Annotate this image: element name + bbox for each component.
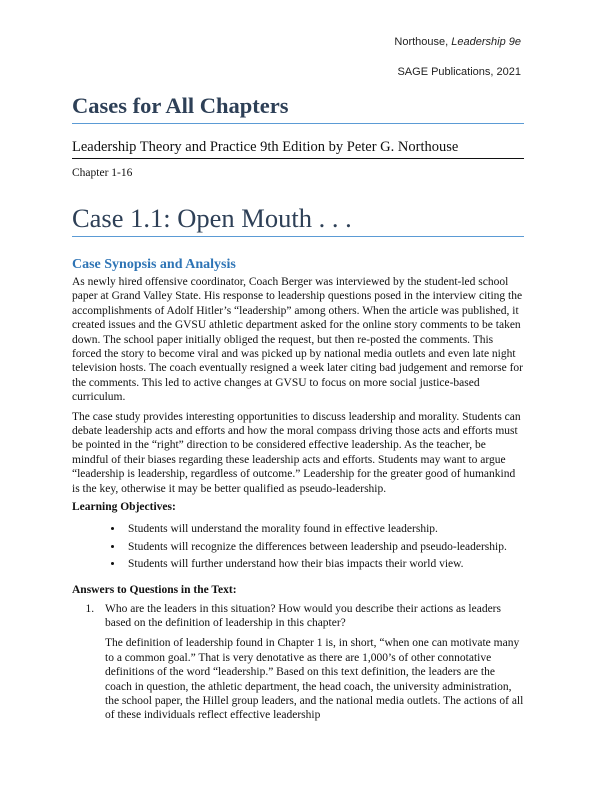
running-header-publisher: SAGE Publications, 2021: [397, 66, 521, 78]
synopsis-paragraph-1: As newly hired offensive coordinator, Coach Berger was interviewed by the student-led school paper at Grand Valley State. His response to leadership questions posed in the interview citing the accomplishments of Adolf Hitler’s “leadership” among others. When the article was published, it created issues and the GVSU athletic department asked for the online story comments to be taken down. The school paper initially obliged the request, but then re-posted the comments. This forced the story to become viral and was picked up by national media outlets and even late night television hosts. The coach eventually resigned a week later citing bad judgement and remorse for the comments. This led to active changes at GVSU to focus on more social justice-based curriculum.: [72, 276, 524, 404]
questions-list: [72, 602, 524, 723]
document-title: Cases for All Chapters: [72, 92, 524, 124]
answer-text: The definition of leadership found in Chapter 1 is, in short, “when one can motivate many to a common goal.” That is very denotative as there are 1,000’s of other connotative definitions of the word “leadership.” Based on this text definition, the leaders are the coach in question, the athletic department, the head coach, the university administration, the school paper, the Hillel group leaders, and the national media outlets. The actions of all of these individuals reflect effective leadership: [105, 637, 524, 722]
objectives-heading: Learning Objectives:: [72, 501, 176, 514]
question-item: [97, 602, 524, 723]
objectives-list: [72, 521, 524, 574]
question-text: 1. Who are the leaders in this situation? How would you describe their actions as leaders based on the definition of leadership in this chapter?: [105, 602, 501, 629]
objective-item: • Students will recognize the differences between leadership and pseudo-leadership.: [124, 539, 524, 557]
chapter-range: Chapter 1-16: [72, 167, 133, 179]
header-book-title: Leadership 9e: [451, 36, 521, 48]
objective-item: • Students will understand the morality found in effective leadership.: [124, 521, 524, 539]
document-subtitle: Leadership Theory and Practice 9th Edition by Peter G. Northouse: [72, 138, 524, 159]
case-title: Case 1.1: Open Mouth . . .: [72, 201, 524, 237]
running-header-citation: [394, 36, 521, 48]
objective-item: • Students will further understand how their bias impacts their world view.: [124, 556, 524, 574]
synopsis-heading: Case Synopsis and Analysis: [72, 257, 236, 272]
answers-heading: Answers to Questions in the Text:: [72, 583, 237, 596]
synopsis-paragraph-2: The case study provides interesting opportunities to discuss leadership and morality. Students can debate leadership acts and efforts and how the moral compass driving those acts and efforts must be pointed in the “right” direction to be considered effective leadership. As the teacher, be mindful of their biases regarding these leadership acts and efforts. Students may want to argue “leadership is leadership, regardless of outcome.” Leadership for the greater good of humankind is the key, otherwise it may be better qualified as pseudo-leadership.: [72, 410, 521, 495]
header-author: Northouse,: [394, 36, 452, 48]
document-body: [72, 92, 524, 723]
